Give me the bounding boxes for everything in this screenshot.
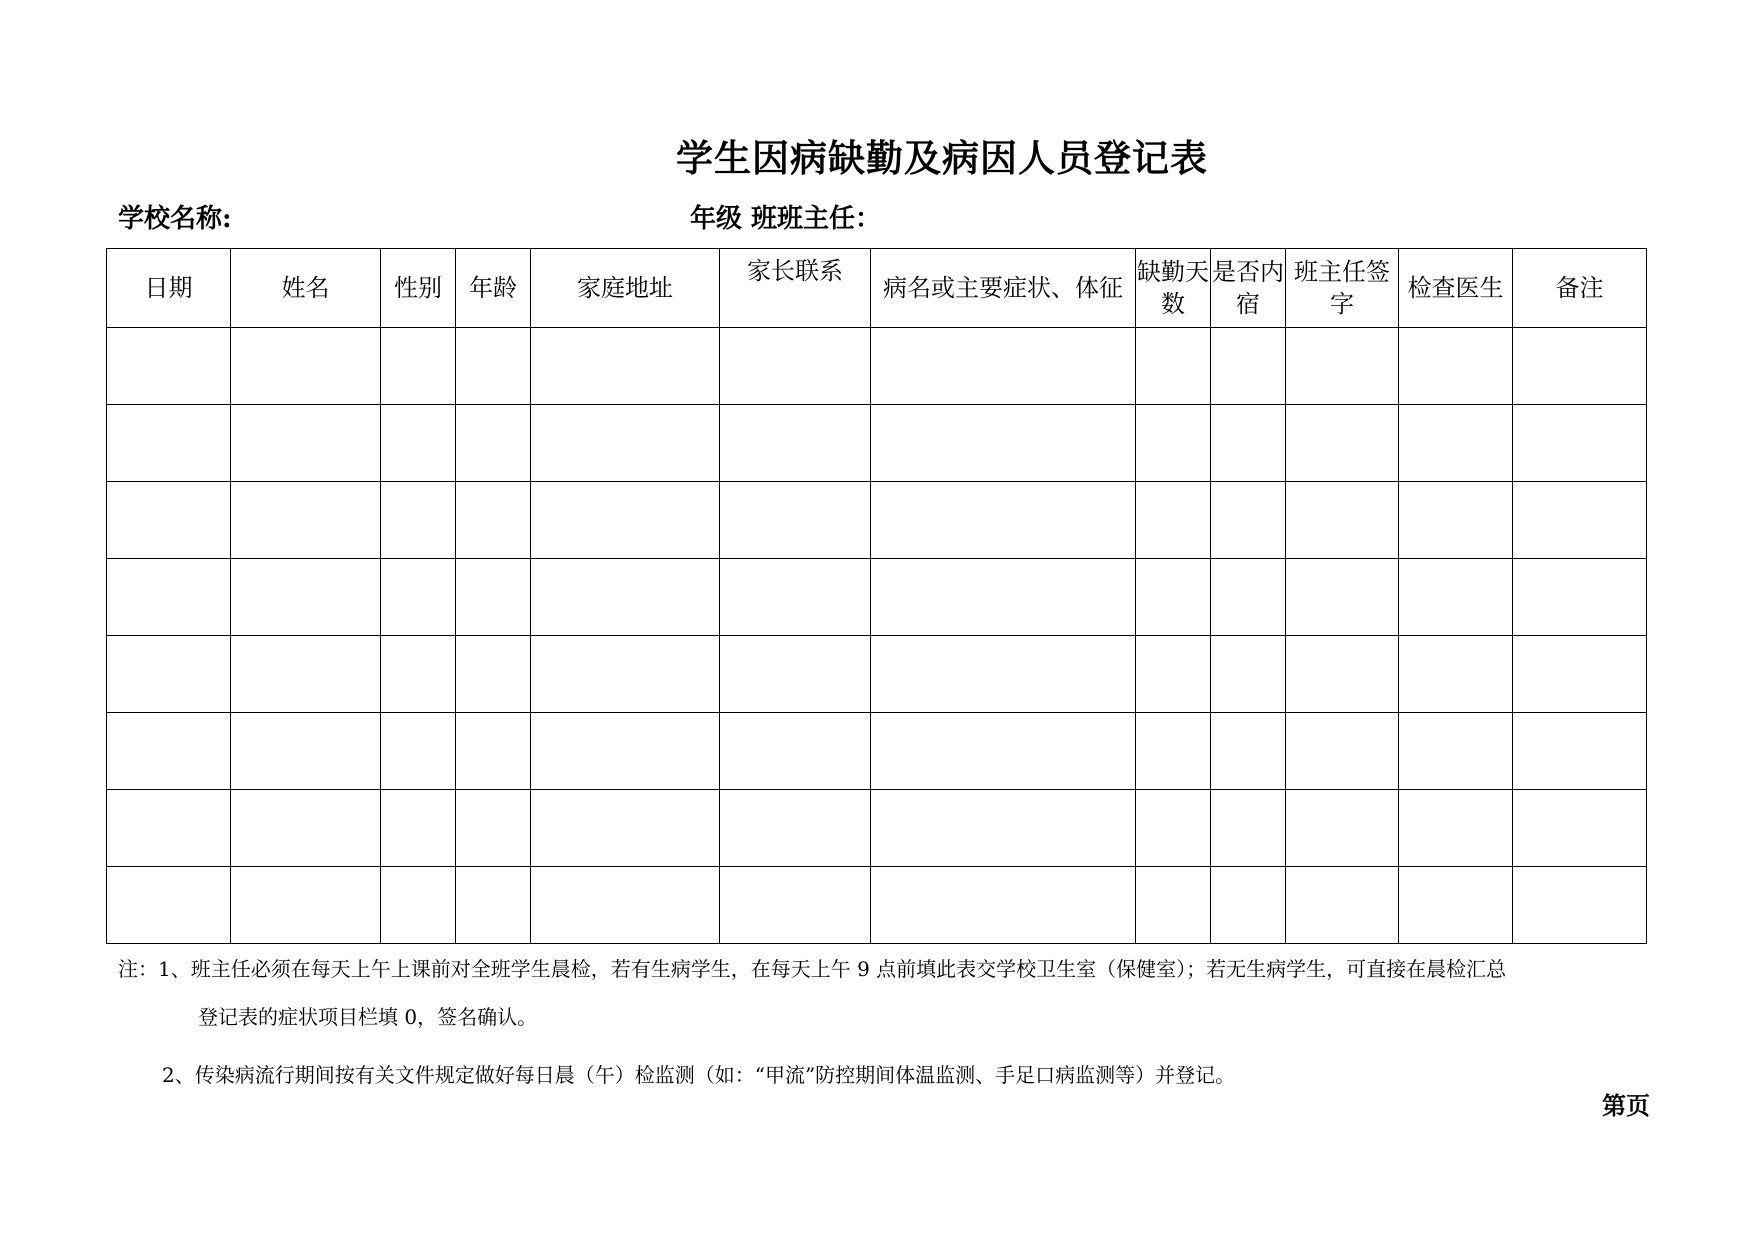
cell-gender[interactable] [381, 867, 456, 944]
cell-absent_days[interactable] [1136, 482, 1211, 559]
cell-age[interactable] [456, 790, 531, 867]
cell-gender[interactable] [381, 713, 456, 790]
cell-date[interactable] [107, 867, 231, 944]
table-row [107, 482, 1647, 559]
cell-teacher_sign[interactable] [1286, 405, 1399, 482]
note-1-line-1: 注：1、班主任必须在每天上午上课前对全班学生晨检，若有生病学生，在每天上午 9 点前填此表交学校卫生室（保健室）；若无生病学生，可直接在晨检汇总 [118, 957, 1507, 981]
cell-absent_days[interactable] [1136, 559, 1211, 636]
cell-address[interactable] [531, 867, 720, 944]
table-row [107, 405, 1647, 482]
cell-symptoms[interactable] [871, 328, 1136, 405]
cell-boarding[interactable] [1211, 328, 1286, 405]
header-age: 年龄 [456, 249, 531, 328]
cell-parent_contact[interactable] [720, 790, 871, 867]
cell-address[interactable] [531, 482, 720, 559]
cell-remarks[interactable] [1513, 482, 1647, 559]
cell-age[interactable] [456, 559, 531, 636]
cell-name[interactable] [231, 713, 381, 790]
header-doctor: 检查医生 [1399, 249, 1513, 328]
school-name-label: 学校名称: [118, 204, 232, 234]
cell-address[interactable] [531, 328, 720, 405]
cell-symptoms[interactable] [871, 482, 1136, 559]
cell-boarding[interactable] [1211, 790, 1286, 867]
cell-address[interactable] [531, 713, 720, 790]
cell-date[interactable] [107, 636, 231, 713]
cell-boarding[interactable] [1211, 559, 1286, 636]
cell-absent_days[interactable] [1136, 328, 1211, 405]
cell-remarks[interactable] [1513, 405, 1647, 482]
cell-gender[interactable] [381, 328, 456, 405]
header-gender: 性别 [381, 249, 456, 328]
header-boarding: 是否内宿 [1211, 249, 1286, 328]
notes-section [118, 945, 1648, 1099]
cell-doctor[interactable] [1399, 328, 1513, 405]
cell-parent_contact[interactable] [720, 636, 871, 713]
cell-gender[interactable] [381, 482, 456, 559]
cell-boarding[interactable] [1211, 405, 1286, 482]
cell-gender[interactable] [381, 405, 456, 482]
cell-teacher_sign[interactable] [1286, 636, 1399, 713]
cell-name[interactable] [231, 559, 381, 636]
cell-address[interactable] [531, 559, 720, 636]
cell-doctor[interactable] [1399, 713, 1513, 790]
table-row [107, 790, 1647, 867]
cell-symptoms[interactable] [871, 867, 1136, 944]
cell-name[interactable] [231, 405, 381, 482]
table-row [107, 559, 1647, 636]
header-remarks: 备注 [1513, 249, 1647, 328]
cell-name[interactable] [231, 790, 381, 867]
cell-parent_contact[interactable] [720, 328, 871, 405]
cell-age[interactable] [456, 867, 531, 944]
table-row [107, 867, 1647, 944]
header-address: 家庭地址 [531, 249, 720, 328]
cell-teacher_sign[interactable] [1286, 867, 1399, 944]
cell-doctor[interactable] [1399, 867, 1513, 944]
cell-teacher_sign[interactable] [1286, 482, 1399, 559]
table-row [107, 328, 1647, 405]
cell-address[interactable] [531, 636, 720, 713]
cell-gender[interactable] [381, 559, 456, 636]
cell-teacher_sign[interactable] [1286, 328, 1399, 405]
cell-date[interactable] [107, 482, 231, 559]
cell-symptoms[interactable] [871, 405, 1136, 482]
cell-date[interactable] [107, 405, 231, 482]
cell-name[interactable] [231, 328, 381, 405]
cell-doctor[interactable] [1399, 405, 1513, 482]
cell-absent_days[interactable] [1136, 790, 1211, 867]
header-name: 姓名 [231, 249, 381, 328]
cell-absent_days[interactable] [1136, 713, 1211, 790]
page-title: 学生因病缺勤及病因人员登记表 [676, 136, 1208, 180]
header-symptoms: 病名或主要症状、体征 [871, 249, 1136, 328]
cell-parent_contact[interactable] [720, 405, 871, 482]
cell-gender[interactable] [381, 790, 456, 867]
cell-remarks[interactable] [1513, 713, 1647, 790]
cell-absent_days[interactable] [1136, 636, 1211, 713]
cell-date[interactable] [107, 790, 231, 867]
cell-boarding[interactable] [1211, 867, 1286, 944]
header-absent-days: 缺勤天数 [1136, 249, 1211, 328]
cell-doctor[interactable] [1399, 636, 1513, 713]
cell-boarding[interactable] [1211, 713, 1286, 790]
registration-table [106, 248, 1647, 944]
cell-parent_contact[interactable] [720, 867, 871, 944]
grade-teacher-label: 年级 班班主任： [690, 204, 882, 234]
table-header-row [107, 249, 1647, 328]
cell-absent_days[interactable] [1136, 867, 1211, 944]
table-body [107, 328, 1647, 944]
cell-doctor[interactable] [1399, 559, 1513, 636]
cell-teacher_sign[interactable] [1286, 713, 1399, 790]
cell-gender[interactable] [381, 636, 456, 713]
cell-symptoms[interactable] [871, 713, 1136, 790]
cell-date[interactable] [107, 713, 231, 790]
cell-address[interactable] [531, 790, 720, 867]
cell-symptoms[interactable] [871, 790, 1136, 867]
page-number-label: 第页 [1602, 1091, 1650, 1120]
cell-teacher_sign[interactable] [1286, 559, 1399, 636]
cell-age[interactable] [456, 405, 531, 482]
cell-parent_contact[interactable] [720, 482, 871, 559]
header-parent-contact: 家长联系 [720, 249, 871, 328]
cell-parent_contact[interactable] [720, 713, 871, 790]
note-2: 2、传染病流行期间按有关文件规定做好每日晨（午）检监测（如：“甲流”防控期间体温监测、手足口病监测等）并登记。 [162, 1063, 1236, 1087]
cell-remarks[interactable] [1513, 559, 1647, 636]
header-teacher-sign: 班主任签字 [1286, 249, 1399, 328]
cell-remarks[interactable] [1513, 636, 1647, 713]
cell-age[interactable] [456, 482, 531, 559]
note-1-line-2: 登记表的症状项目栏填 0，签名确认。 [198, 1005, 538, 1029]
cell-remarks[interactable] [1513, 328, 1647, 405]
cell-name[interactable] [231, 636, 381, 713]
cell-date[interactable] [107, 559, 231, 636]
header-date: 日期 [107, 249, 231, 328]
cell-doctor[interactable] [1399, 790, 1513, 867]
cell-teacher_sign[interactable] [1286, 790, 1399, 867]
cell-age[interactable] [456, 328, 531, 405]
cell-boarding[interactable] [1211, 482, 1286, 559]
cell-name[interactable] [231, 867, 381, 944]
cell-absent_days[interactable] [1136, 405, 1211, 482]
cell-date[interactable] [107, 328, 231, 405]
cell-doctor[interactable] [1399, 482, 1513, 559]
cell-address[interactable] [531, 405, 720, 482]
cell-symptoms[interactable] [871, 636, 1136, 713]
table-row [107, 713, 1647, 790]
table-row [107, 636, 1647, 713]
cell-name[interactable] [231, 482, 381, 559]
cell-parent_contact[interactable] [720, 559, 871, 636]
cell-boarding[interactable] [1211, 636, 1286, 713]
cell-age[interactable] [456, 636, 531, 713]
cell-remarks[interactable] [1513, 867, 1647, 944]
cell-age[interactable] [456, 713, 531, 790]
cell-remarks[interactable] [1513, 790, 1647, 867]
cell-symptoms[interactable] [871, 559, 1136, 636]
